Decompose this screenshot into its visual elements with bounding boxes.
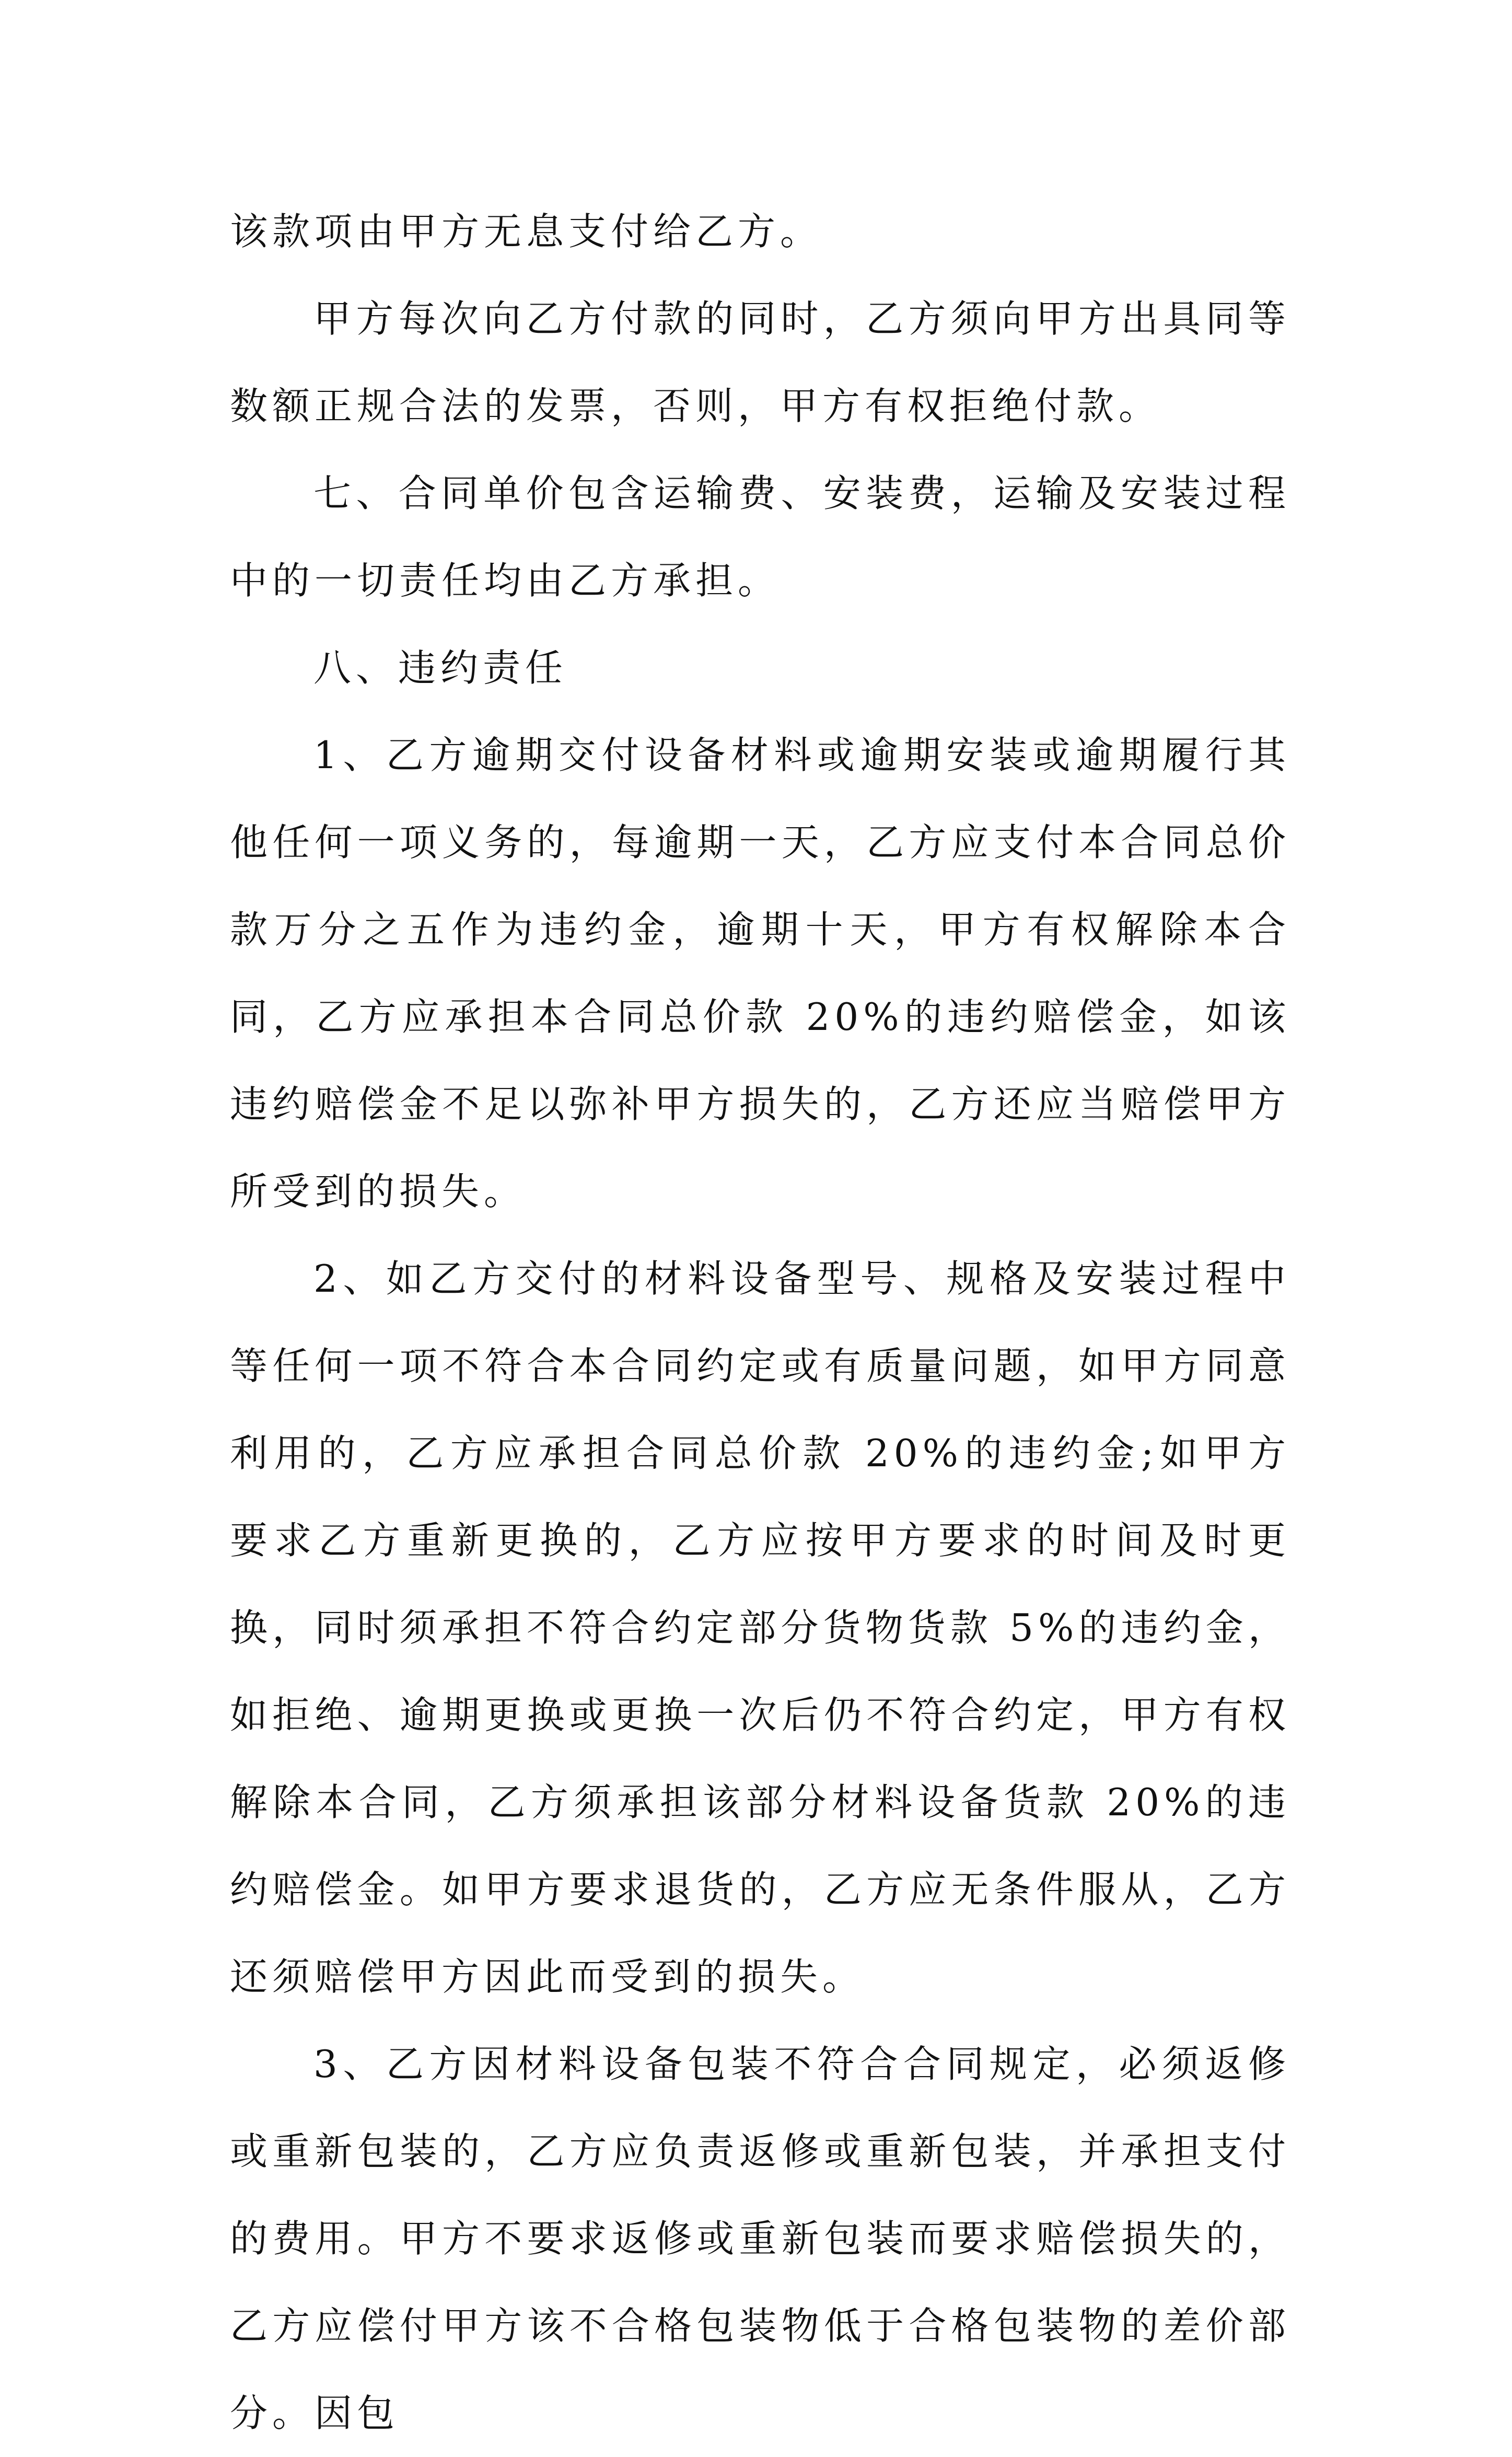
paragraph-breach-item-3: 3、乙方因材料设备包装不符合合同规定，必须返修或重新包装的，乙方应负责返修或重新包装，并承担支付的费用。甲方不要求返修或重新包装而要求赔偿损失的，乙方应偿付甲方该不合格包装物低于合格包装物的差价部分。因包 [230,2042,1290,2435]
section-heading-breach-liability: 八、违约责任 [313,646,568,690]
paragraph-breach-item-1: 1、乙方逾期交付设备材料或逾期安装或逾期履行其他任何一项义务的，每逾期一天，乙方应支付本合同总价款万分之五作为违约金，逾期十天，甲方有权解除本合同，乙方应承担本合同总价款 20%的违约赔偿金，如该违约赔偿金不足以弥补甲方损失的，乙方还应当赔偿甲方所受到的损失。 [230,733,1290,1213]
paragraph-payment-terms-cont: 该款项由甲方无息支付给乙方。 [230,210,823,253]
paragraph-invoice-requirement: 甲方每次向乙方付款的同时，乙方须向甲方出具同等数额正规合法的发票，否则，甲方有权拒绝付款。 [230,297,1290,428]
document-body [230,188,1290,2457]
paragraph-clause-7-unit-price: 七、合同单价包含运输费、安装费，运输及安装过程中的一切责任均由乙方承担。 [230,471,1290,602]
paragraph-breach-item-2: 2、如乙方交付的材料设备型号、规格及安装过程中等任何一项不符合本合同约定或有质量问题，如甲方同意利用的，乙方应承担合同总价款 20%的违约金;如甲方要求乙方重新更换的，乙方应按甲方要求的时间及时更换，同时须承担不符合约定部分货物货款 5%的违约金，如拒绝、逾期更换或更换一次后仍不符合约定，甲方有权解除本合同，乙方须承担该部分材料设备货款 20%的违约赔偿金。如甲方要求退货的，乙方应无条件服从，乙方还须赔偿甲方因此而受到的损失。 [230,1257,1290,1999]
